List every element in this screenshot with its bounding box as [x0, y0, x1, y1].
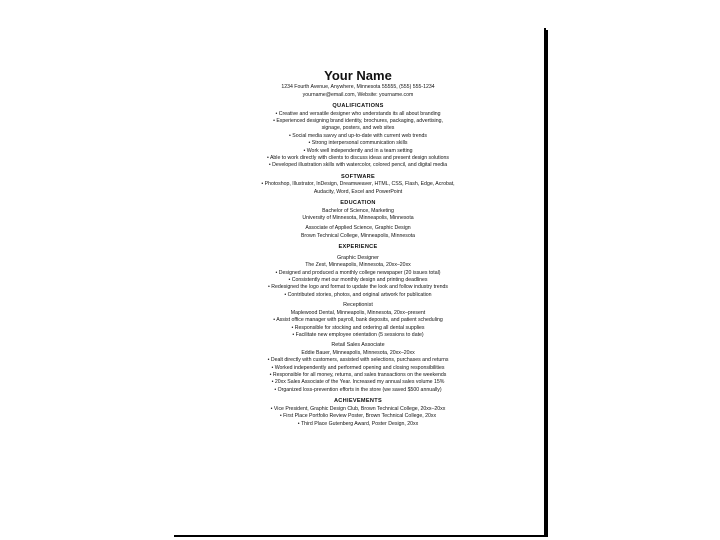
software-section	[172, 174, 544, 196]
job-role: Receptionist	[343, 302, 373, 309]
list-item: • Contributed stories, photos, and original artwork for publication	[284, 291, 432, 298]
achievements-section	[172, 398, 544, 428]
list-item: • Responsible for all money, returns, and sales transactions on the weekends	[269, 372, 447, 379]
degree: Bachelor of Science, Marketing	[322, 207, 394, 214]
education-section	[172, 200, 544, 240]
resume-page	[172, 28, 546, 535]
qualifications-section	[172, 103, 544, 170]
job-role: Graphic Designer	[337, 254, 379, 261]
list-item: • Redesigned the logo and format to update the look and follow industry trends	[267, 284, 449, 291]
list-item: • Vice President, Graphic Design Club, Brown Technical College, 20xx–20xx	[270, 405, 446, 412]
list-item: signage, posters, and web sites	[321, 125, 395, 132]
school: Brown Technical College, Minneapolis, Minnesota	[300, 232, 416, 239]
list-item: • Organized loss-prevention efforts in the store (we saved $500 annually)	[274, 386, 442, 393]
experience-section	[172, 244, 544, 394]
section-heading: ACHIEVEMENTS	[333, 398, 383, 405]
list-item: • Dealt directly with customers, assisted with selections, purchases and returns	[267, 357, 449, 364]
list-item: • Developed illustration skills with watercolor, colored pencil, and digital media	[268, 162, 448, 169]
list-item: • Strong interpersonal communication skills	[308, 140, 408, 147]
job-place: Maplewood Dental, Minneapolis, Minnesota, 20xx–present	[290, 309, 426, 316]
resume-content	[172, 68, 544, 428]
list-item: • Social media savvy and up-to-date with current web trends	[289, 132, 427, 139]
list-item: • First Place Portfolio Review Poster, Brown Technical College, 20xx	[279, 413, 437, 420]
section-heading: EDUCATION	[340, 200, 376, 207]
section-heading: SOFTWARE	[340, 173, 376, 180]
contact-email: yourname@email.com, Website: yourname.com	[302, 91, 414, 98]
list-item: • Facilitate new employee orientation (5 sessions to date)	[292, 331, 424, 338]
section-heading: QUALIFICATIONS	[332, 103, 384, 109]
list-item: • Work well independently and in a team setting	[303, 147, 413, 154]
list-item: • Able to work directly with clients to discuss ideas and present design solutions	[266, 154, 450, 161]
list-item: • Designed and produced a monthly college newspaper (20 issues total)	[275, 269, 441, 276]
list-item: • Third Place Gutenberg Award, Poster Design, 20xx	[297, 420, 419, 427]
school: University of Minnesota, Minneapolis, Minnesota	[302, 214, 414, 221]
list-item: • Responsible for stocking and ordering all dental supplies	[291, 324, 425, 331]
resume-name: Your Name	[324, 68, 392, 83]
list-item: • Assist office manager with payroll, bank deposits, and patient scheduling	[273, 317, 443, 324]
list-item: • Worked independently and performed opening and closing responsibilities	[271, 364, 445, 371]
list-item: Audacity, Word, Excel and PowerPoint	[313, 188, 403, 195]
job-place: The Zest, Minneapolis, Minnesota, 20xx–20xx	[305, 262, 411, 269]
list-item: • Creative and versatile designer who understands its all about branding	[275, 110, 441, 117]
list-item: • Experienced designing brand identity, brochures, packaging, advertising,	[273, 117, 443, 124]
job-place: Eddie Bauer, Minneapolis, Minnesota, 20xx–20xx	[301, 349, 415, 356]
job-role: Retail Sales Associate	[331, 342, 385, 349]
contact-address: 1234 Fourth Avenue, Anywhere, Minnesota 55555, (555) 555-1234	[281, 84, 435, 90]
list-item: • 20xx Sales Associate of the Year. Increased my annual sales volume 15%	[271, 379, 445, 386]
section-heading: EXPERIENCE	[338, 244, 378, 251]
list-item: • Photoshop, Illustrator, InDesign, Dreamweaver, HTML, CSS, Flash, Edge, Acrobat,	[261, 181, 455, 188]
degree: Associate of Applied Science, Graphic Design	[305, 225, 411, 232]
list-item: • Consistently met our monthly design and printing deadlines	[288, 277, 428, 283]
